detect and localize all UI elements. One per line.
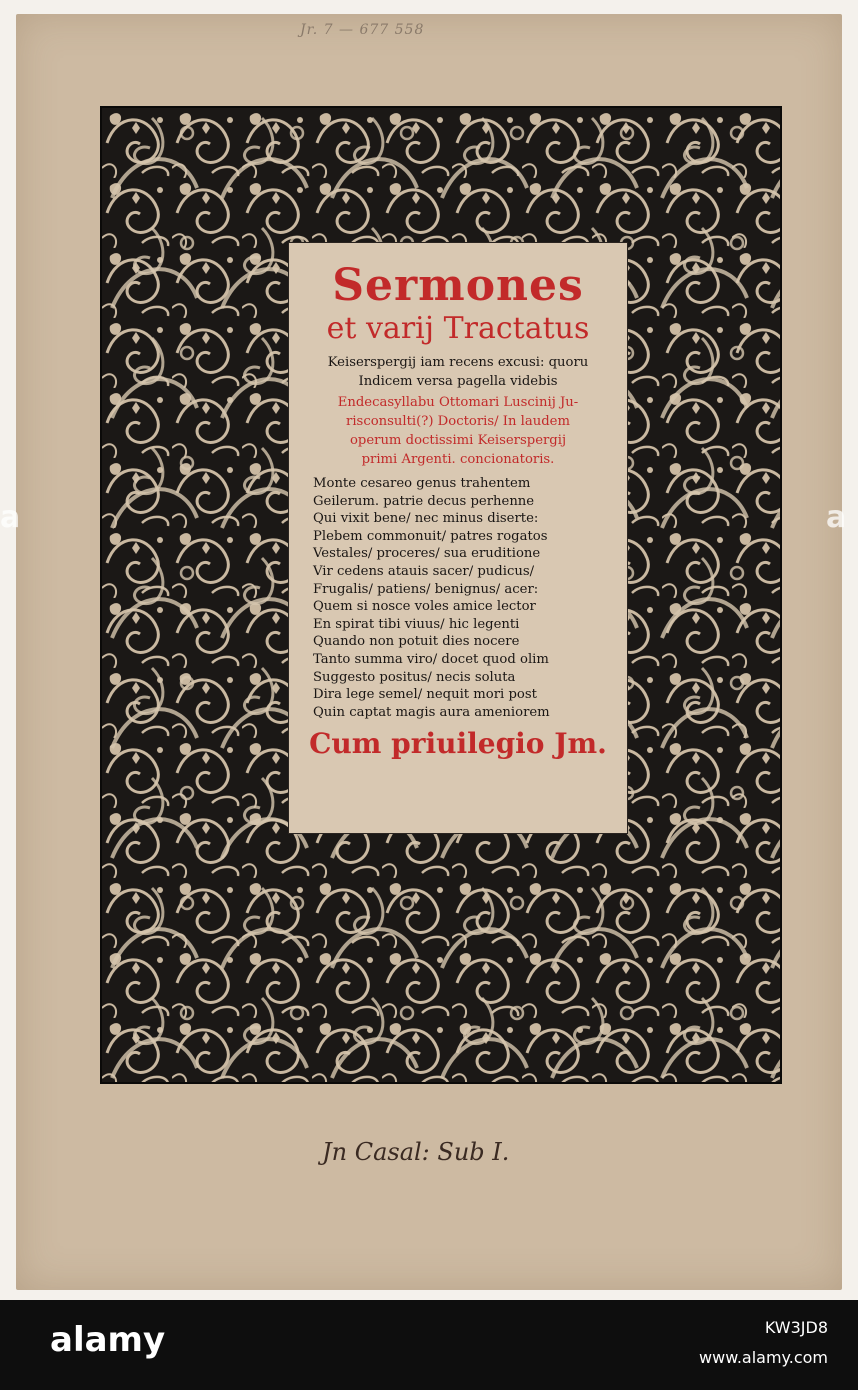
verse-line: Monte cesareo genus trahentem	[313, 476, 531, 491]
handwritten-shelfmark: Jn Casal: Sub I.	[322, 1138, 510, 1166]
verse-line: Vestales/ proceres/ sua eruditione	[313, 546, 541, 562]
intro-lines	[289, 353, 627, 391]
title-text-block	[288, 242, 628, 834]
watermark-fragment: a	[826, 500, 847, 535]
intro-line: Indicem versa pagella videbis	[358, 374, 558, 389]
image-id: KW3JD8	[764, 1318, 828, 1337]
verse-line: Suggesto positus/ necis soluta	[313, 669, 516, 685]
subtitle: et varij Tractatus	[326, 311, 590, 346]
verse-line: Quando non potuit dies nocere	[313, 634, 520, 650]
verse-block	[289, 475, 627, 721]
verse-line: Qui vixit bene/ nec minus diserte:	[313, 511, 539, 527]
watermark-fragment: a	[0, 500, 21, 535]
verse-line: Quem si nosce voles amice lector	[313, 599, 536, 615]
verse-line: Vir cedens atauis sacer/ pudicus/	[313, 563, 535, 579]
verse-line: Plebem commonuit/ patres rogatos	[313, 528, 548, 544]
red-line: primi Argenti. concionatoris.	[361, 452, 555, 467]
verse-line: Dira lege semel/ nequit mori post	[313, 687, 537, 703]
intro-line: Keiserspergij iam recens excusi: quoru	[327, 355, 589, 370]
title: Sermones	[332, 260, 584, 311]
site-url: www.alamy.com	[699, 1348, 828, 1367]
pencil-note: Jr. 7 — 677 558	[300, 22, 425, 38]
alamy-logo: alamy	[50, 1320, 166, 1360]
verse-line: Tanto summa viro/ docet quod olim	[313, 651, 549, 667]
red-dedication-lines	[289, 393, 627, 469]
red-line: risconsulti(?) Doctoris/ In laudem	[346, 414, 570, 429]
privilege-line: Cum priuilegio Jm.	[309, 727, 607, 761]
verse-line: Frugalis/ patiens/ benignus/ acer:	[313, 581, 539, 597]
red-line: Endecasyllabu Ottomari Luscinij Ju-	[337, 395, 579, 410]
verse-line: En spirat tibi viuus/ hic legenti	[313, 616, 520, 632]
verse-line: Geilerum. patrie decus perhenne	[313, 493, 535, 509]
verse-line: Quin captat magis aura ameniorem	[313, 704, 550, 720]
stock-footer	[0, 1300, 858, 1390]
red-line: operum doctissimi Keiserspergij	[349, 433, 567, 448]
